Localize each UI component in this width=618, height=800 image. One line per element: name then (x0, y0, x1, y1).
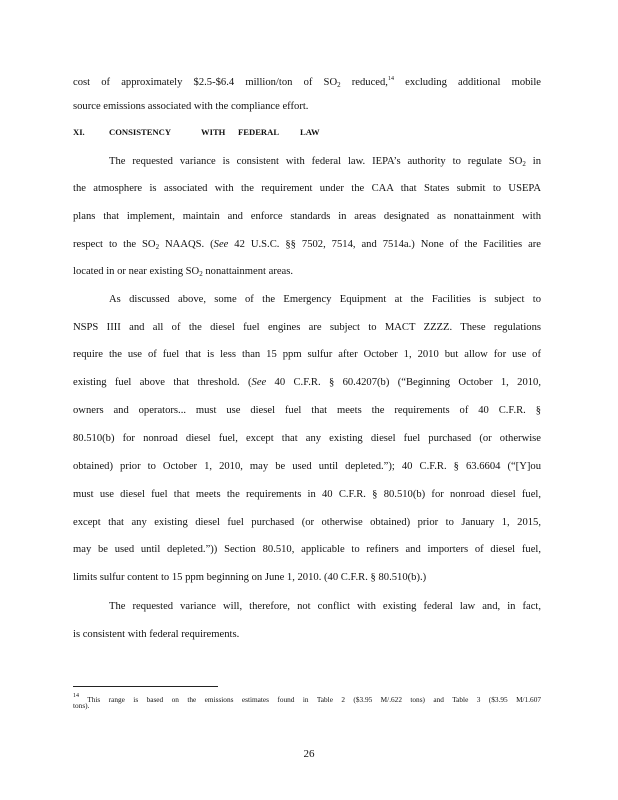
section-title-word: CONSISTENCY (109, 127, 172, 137)
footnote-reference: 14 (387, 76, 394, 82)
p2-line-1: As discussed above, some of the Emergency Equipment at the Facilities is subject to (109, 294, 541, 305)
intro-line-1: cost of approximately $2.5-$6.4 million/ton of $SO_2$ reduced,$^{14}$ excluding additional mobile (73, 76, 541, 89)
p1-line-1: The requested variance is consistent with federal law. IEPA’s authority to regulate $SO_2$ in (109, 156, 542, 168)
intro-line-2: source emissions associated with the compliance effort. (73, 101, 309, 112)
p2-line-5: owners and operators... must use diesel fuel that meets the requirements of 40 C.F.R. § (73, 405, 541, 416)
p2-line-11: limits sulfur content to 15 ppm beginning on June 1, 2010. (40 C.F.R. § 80.510(b).) (73, 572, 427, 583)
p2-line-4: existing fuel above that threshold. (See 40 C.F.R. § 60.4207(b) (“Beginning October 1, 2010, (73, 377, 542, 388)
p2-line-8: must use diesel fuel that meets the requirements in 40 C.F.R. § 80.510(b) for nonroad diesel fuel, (73, 489, 541, 500)
section-number: XI. (73, 127, 85, 137)
p1-line-4: respect to the $SO_2$ NAAQS. (See 42 U.S.C. §§ 7502, 7514, and 7514a.) None of the Facilities are (73, 239, 542, 251)
section-title-word: LAW (300, 127, 320, 137)
p2-line-7: obtained) prior to October 1, 2010, may be used until depleted.”); 40 C.F.R. § 63.6604 (“[Y]ou (73, 461, 541, 472)
p2-line-10: may be used until depleted.”)) Section 80.510, applicable to refiners and importers of diesel fuel, (73, 544, 541, 555)
section-title-word: FEDERAL (238, 127, 280, 137)
section-heading (73, 127, 320, 137)
p1-line-2: the atmosphere is associated with the requirement under the CAA that States submit to USEPA (73, 183, 541, 194)
footnote-marker: 14 (73, 693, 79, 699)
p1-line-5: located in or near existing $SO_2$ nonattainment areas. (73, 266, 294, 278)
p3-line-2: is consistent with federal requirements. (73, 629, 240, 640)
section-title-word: WITH (201, 127, 226, 137)
footnote-separator (73, 686, 218, 687)
p2-line-2: NSPS IIII and all of the diesel fuel engines are subject to MACT ZZZZ. These regulations (73, 322, 541, 333)
p3-line-1: The requested variance will, therefore, not conflict with existing federal law and, in fact, (109, 601, 541, 612)
footnote-line-1: $^{14}$ This range is based on the emissions estimates found in Table 2 ($3.95 M/.622 tons) and Table 3 ($3.95 M/1.607 (73, 693, 541, 704)
p2-line-6: 80.510(b) for nonroad diesel fuel, except that any existing diesel fuel purchased (or otherwise (73, 433, 541, 444)
p2-line-9: except that any existing diesel fuel purchased (or otherwise obtained) prior to January 1, 2015, (73, 517, 541, 528)
p2-line-3: require the use of fuel that is less than 15 ppm sulfur after October 1, 2010 but allow for use of (73, 349, 541, 360)
page-number: 26 (303, 748, 315, 760)
p1-line-3: plans that implement, maintain and enforce standards in areas designated as nonattainment with (73, 211, 541, 222)
footnote-line-2: tons). (73, 701, 90, 710)
